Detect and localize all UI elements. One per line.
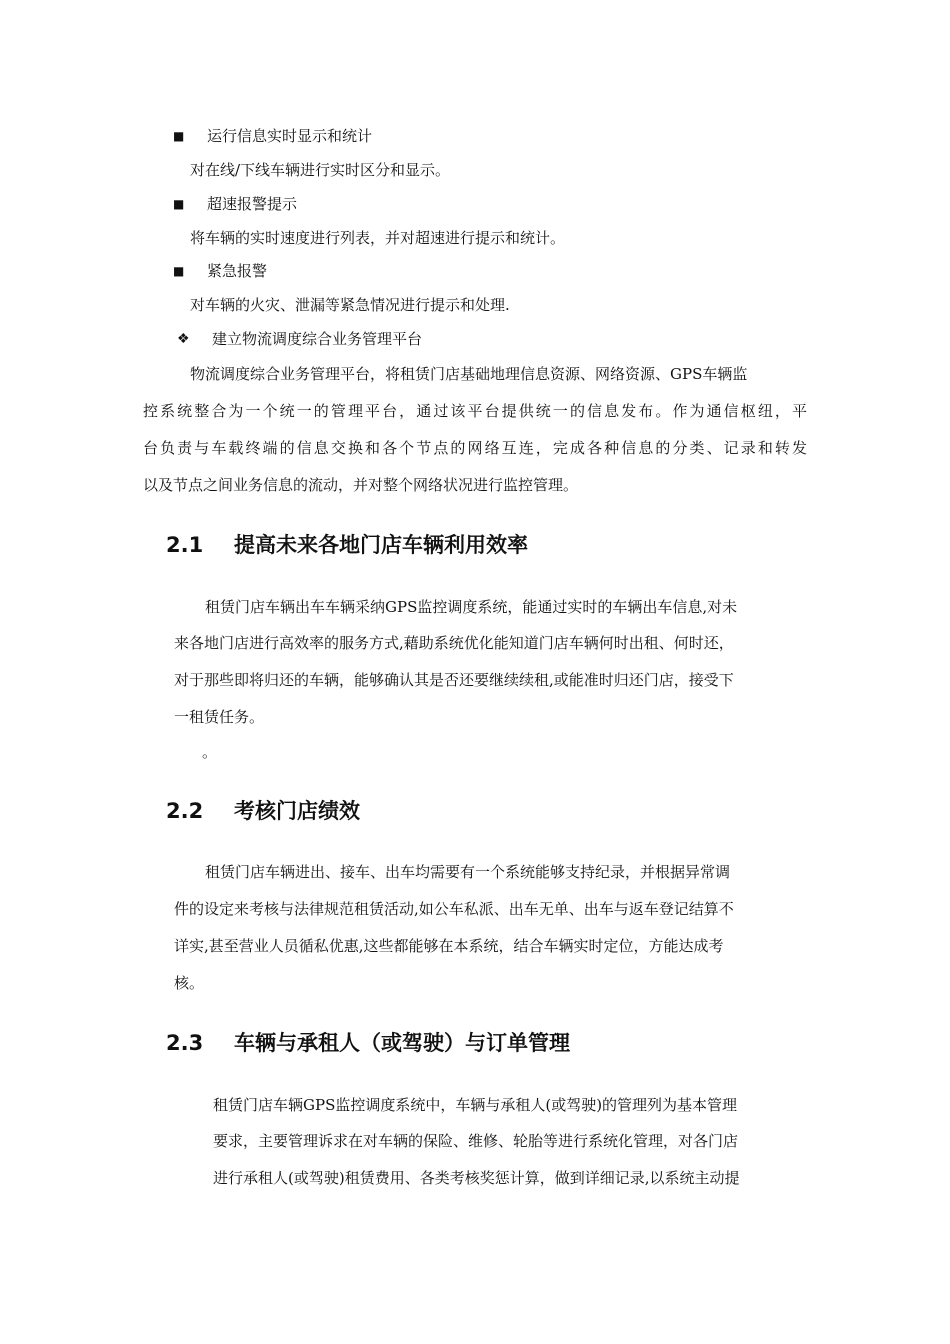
paragraph-line: 租赁门店车辆出车车辆采纳GPS监控调度系统，能通过实时的车辆出车信息,对未 — [205, 598, 738, 616]
section-heading — [166, 1029, 570, 1057]
section-heading — [166, 531, 528, 559]
paragraph-line: 物流调度综合业务管理平台，将租赁门店基础地理信息资源、网络资源、GPS车辆监 — [190, 365, 748, 383]
bullet-desc: 对车辆的火灾、泄漏等紧急情况进行提示和处理. — [190, 296, 510, 314]
bullet-title: 运行信息实时显示和统计 — [207, 127, 373, 145]
black-square-icon: ■ — [173, 129, 185, 143]
black-square-icon: ■ — [173, 197, 185, 211]
paragraph-line: 件的设定来考核与法律规范租赁活动,如公车私派、出车无单、出车与返车登记结算不 — [174, 900, 734, 918]
bullet-desc: 将车辆的实时速度进行列表，并对超速进行提示和统计。 — [190, 229, 566, 247]
paragraph-line: 台负责与车载终端的信息交换和各个节点的网络互连，完成各种信息的分类、记录和转发 — [143, 439, 807, 457]
paragraph-line: 进行承租人(或驾驶)租赁费用、各类考核奖惩计算，做到详细记录,以系统主动提 — [213, 1169, 740, 1187]
four-diamond-icon: ❖ — [177, 331, 190, 347]
paragraph-line: 对于那些即将归还的车辆，能够确认其是否还要继续续租,或能准时归还门店，接受下 — [174, 671, 734, 689]
paragraph-line: 详实,甚至营业人员循私优惠,这些都能够在本系统，结合车辆实时定位，方能达成考 — [174, 937, 724, 955]
paragraph-line: 以及节点之间业务信息的流动，并对整个网络状况进行监控管理。 — [143, 476, 579, 494]
section-number: 2.1 — [166, 533, 204, 557]
stray-period: 。 — [202, 743, 218, 761]
bullet-title: 超速报警提示 — [207, 195, 298, 213]
section-number: 2.3 — [166, 1031, 204, 1055]
paragraph-line: 租赁门店车辆GPS监控调度系统中，车辆与承租人(或驾驶)的管理列为基本管理 — [213, 1096, 738, 1114]
section-title: 车辆与承租人（或驾驶）与订单管理 — [234, 1031, 570, 1055]
bullet-desc: 对在线/下线车辆进行实时区分和显示。 — [190, 161, 451, 179]
section-title: 提高未来各地门店车辆利用效率 — [234, 533, 528, 557]
paragraph-line: 一租赁任务。 — [174, 708, 265, 726]
bullet-title: 紧急报警 — [207, 262, 268, 280]
section-number: 2.2 — [166, 799, 204, 823]
platform-title: 建立物流调度综合业务管理平台 — [212, 330, 423, 348]
paragraph-line: 要求，主要管理诉求在对车辆的保险、维修、轮胎等进行系统化管理，对各门店 — [213, 1132, 739, 1150]
paragraph-line: 来各地门店进行高效率的服务方式,藉助系统优化能知道门店车辆何时出租、何时还， — [174, 634, 734, 652]
paragraph-line: 控系统整合为一个统一的管理平台，通过该平台提供统一的信息发布。作为通信枢纽，平 — [143, 402, 807, 420]
section-title: 考核门店绩效 — [234, 799, 360, 823]
paragraph-line: 核。 — [174, 974, 205, 992]
black-square-icon: ■ — [173, 264, 185, 278]
section-heading — [166, 797, 360, 825]
paragraph-line: 租赁门店车辆进出、接车、出车均需要有一个系统能够支持纪录，并根据异常调 — [205, 863, 731, 881]
